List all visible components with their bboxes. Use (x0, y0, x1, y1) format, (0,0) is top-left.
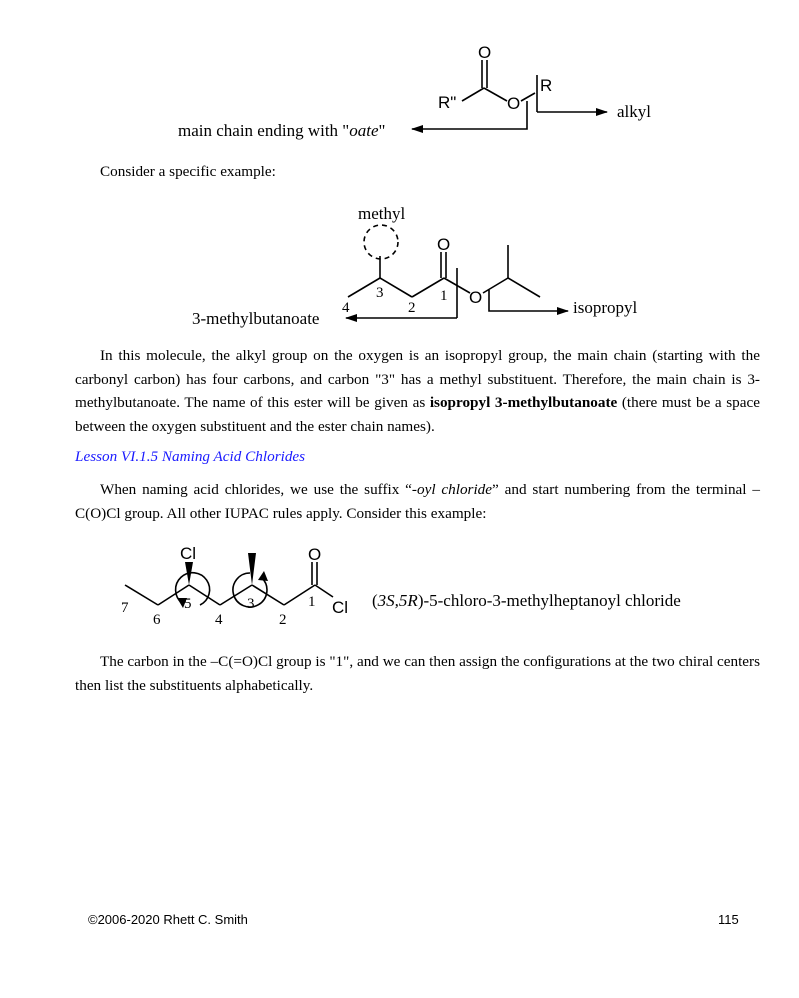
main-chain-name-label: 3-methylbutanoate (192, 309, 320, 328)
chlorine-top-label: Cl (180, 544, 197, 563)
main-chain-label: main chain ending with "oate" (178, 121, 386, 140)
isopropyl-ester-diagram (180, 195, 660, 335)
carbonyl-oxygen-label: O (437, 235, 451, 254)
acid-chloride-diagram (110, 540, 730, 635)
ester-oxygen-label: O (507, 94, 521, 113)
carbon-number-2: 2 (279, 612, 287, 628)
carbon-number-1: 1 (308, 594, 316, 610)
carbon-number-2: 2 (408, 300, 416, 316)
wedge-bond-methyl (248, 553, 256, 585)
chlorine-acyl-label: Cl (332, 598, 349, 617)
lesson-heading: Lesson VI.1.5 Naming Acid Chlorides (75, 448, 306, 465)
carbon-number-7: 7 (121, 600, 129, 616)
acid-chloride-bonds (125, 562, 333, 605)
carbon-number-6: 6 (153, 612, 161, 628)
carbon-number-5: 5 (184, 596, 192, 612)
isopropyl-label: isopropyl (573, 298, 638, 317)
carbonyl-oxygen-label: O (478, 43, 492, 62)
footer-page-number: 115 (718, 912, 739, 927)
carbonyl-oxygen-label: O (308, 545, 322, 564)
ester-general-diagram (160, 35, 680, 150)
methyl-label: methyl (358, 204, 406, 223)
r-label: R (540, 76, 553, 95)
carbon-number-3: 3 (247, 596, 255, 612)
ester-name-bold: isopropyl 3-methylbutanoate (429, 394, 618, 411)
compound-name-label: (3S,5R)-5-chloro-3-methylheptanoyl chloride (372, 591, 681, 610)
methyl-highlight-circle (364, 225, 398, 259)
carbon-number-1: 1 (440, 288, 448, 304)
footer-copyright: ©2006-2020 Rhett C. Smith (88, 912, 248, 927)
ester-oxygen-label: O (469, 288, 483, 307)
consider-example-text: Consider a specific example: (100, 163, 276, 180)
molecule-explanation-text: In this molecule, the alkyl group on the oxygen is an isopropyl group, the main chain (starting with the carbonyl carbon) has four carbons, and carbon "3" has a methyl substituent. Therefore, the main chain is 3-methylbutanoate. The name of this ester will be given as isopropyl 3-methylbutanoate (there must be a space between the oxygen substituent and the ester chain names). (75, 347, 760, 435)
acid-chloride-intro-text: When naming acid chlorides, we use the suffix “-oyl chloride” and start numbering from the terminal –C(O)Cl group. All other IUPAC rules apply. Consider this example: (75, 481, 760, 522)
carbon-number-4: 4 (215, 612, 223, 628)
ester-general-bonds (462, 60, 537, 112)
isopropyl-ester-bonds (348, 245, 540, 318)
r-double-prime-label: R" (438, 93, 457, 112)
configuration-explanation-text: The carbon in the –C(=O)Cl group is "1", and we can then assign the configurations at the two chiral centers then list the substituents alphabetically. (75, 653, 760, 694)
carbon-number-3: 3 (376, 285, 384, 301)
carbon-number-4: 4 (342, 300, 350, 316)
alkyl-label: alkyl (617, 102, 651, 121)
rotation-arrowhead-3 (258, 571, 268, 581)
